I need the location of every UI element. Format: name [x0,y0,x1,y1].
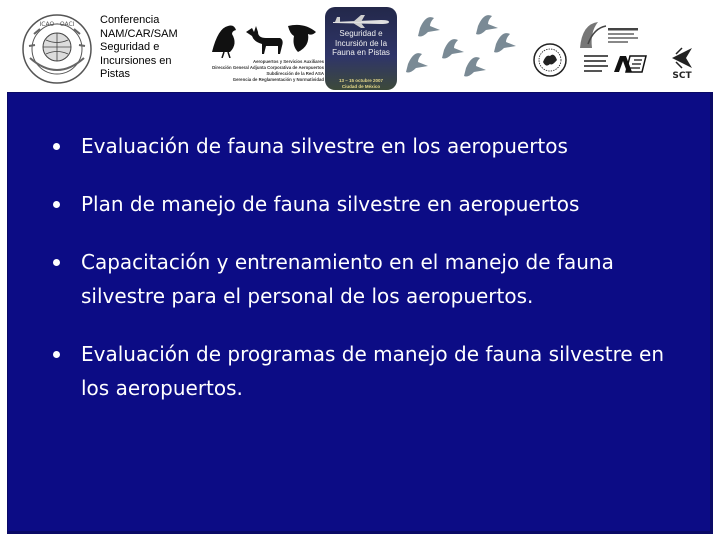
credit-block [196,59,324,83]
airplane-icon [331,14,391,28]
slide-header [0,0,720,92]
bullet-item [48,245,688,313]
flying-birds-icon [400,8,525,83]
svg-text:ICAO · OACI: ICAO · OACI [39,21,75,28]
bullet-text: Plan de manejo de fauna silvestre en aeropuertos [81,192,580,216]
credit-line: Aeropuertos y Servicios Auxiliares [252,59,324,64]
bullet-dot-icon [53,259,60,266]
bullet-text: Capacitación y entrenamiento en el manejo de fauna silvestre para el personal de los aeropuertos. [81,250,614,308]
bullet-list [48,129,688,429]
credit-line: Gerencia de Reglamentación y Normatividad [232,77,324,82]
wildlife-silhouettes-icon [208,18,320,58]
credit-line: Dirección General Adjunta Corporativa de Aeropuertos [212,65,324,70]
badge-location-text: Ciudad de México [341,84,381,89]
bullet-item [48,129,688,163]
svg-text:SCT: SCT [672,71,692,80]
bullet-item [48,337,688,405]
content-panel [7,92,713,534]
bullet-item [48,187,688,221]
sct-icon [662,44,702,80]
badge-date [327,78,395,90]
seal-icon [532,42,568,78]
bullet-dot-icon [53,143,60,150]
icao-emblem-icon [20,12,94,86]
bullet-text: Evaluación de fauna silvestre en los aeropuertos [81,134,568,158]
bullet-dot-icon [53,201,60,208]
bullet-text: Evaluación de programas de manejo de fauna silvestre en los aeropuertos. [81,342,665,400]
conference-title: Conferencia NAM/CAR/SAM Seguridad e Incursiones en Pistas [100,14,178,80]
badge-title: Seguridad e Incursión de la Fauna en Pistas [332,29,390,57]
event-badge [325,7,397,90]
bullet-dot-icon [53,351,60,358]
asa-icon [584,52,648,74]
promotora-icon [576,18,642,52]
credit-line: Subdirección de la Red ASA [266,71,324,76]
badge-date-text: 13 – 15 octubre 2007 [338,78,384,83]
